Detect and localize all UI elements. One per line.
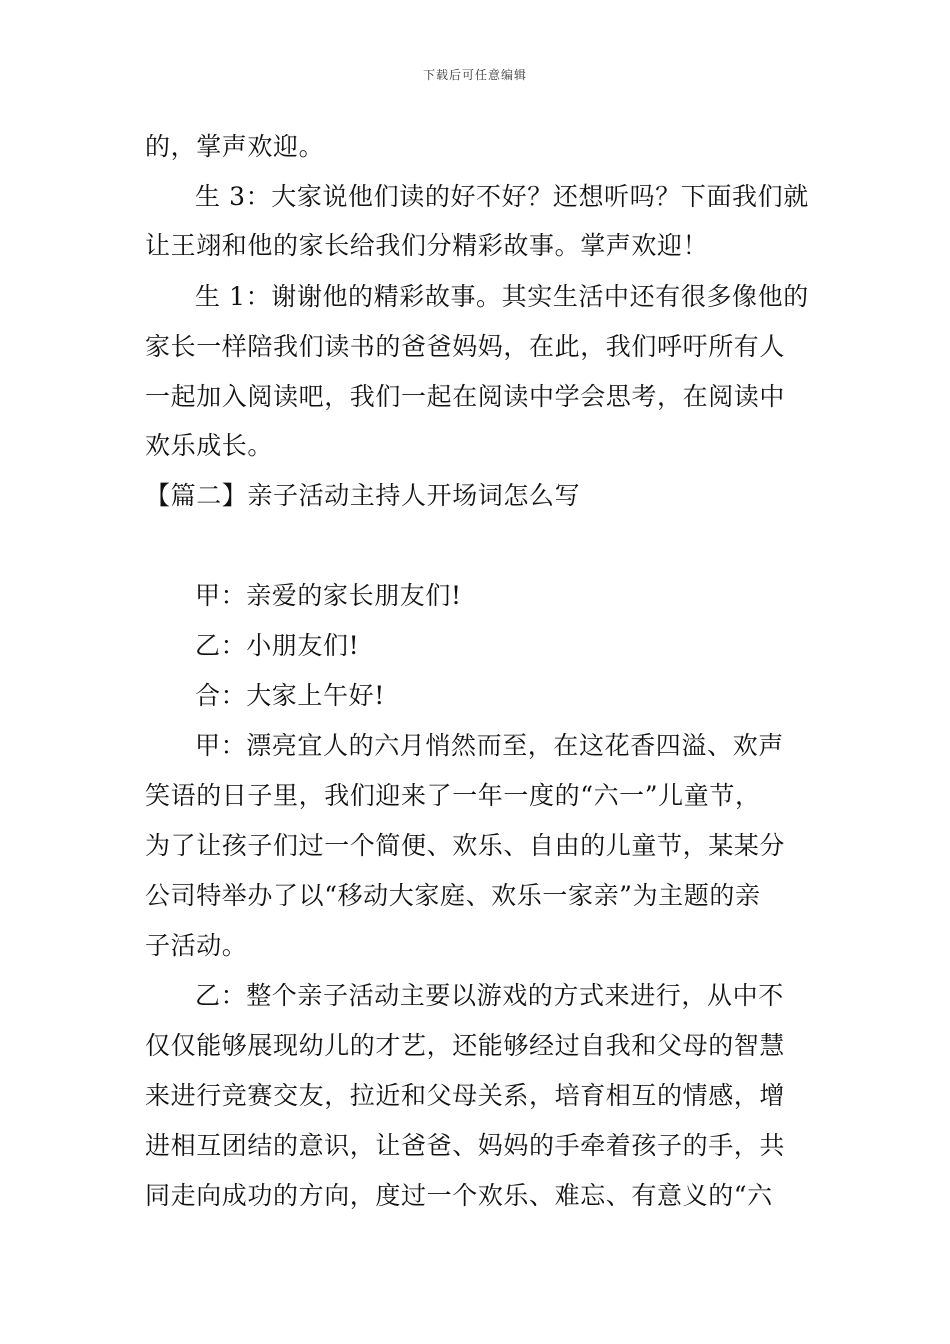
text-line: 公司特举办了以“移动大家庭、欢乐一家亲”为主题的亲 [145,881,761,910]
text-line: 甲：亲爱的家长朋友们! [195,581,462,610]
text-line: 子活动。 [145,931,248,960]
text-line: 生 1：谢谢他的精彩故事。其实生活中还有很多像他的 [195,282,809,311]
text-line: 合：大家上午好! [195,681,385,710]
text-line: 生 3：大家说他们读的好不好？还想听吗？下面我们就 [195,182,809,211]
text-line: 乙：整个亲子活动主要以游戏的方式来进行，从中不 [195,981,784,1010]
text-line: 一起加入阅读吧，我们一起在阅读中学会思考，在阅读中 [145,382,786,411]
text-line: 同走向成功的方向，度过一个欢乐、难忘、有意义的“六 [145,1181,773,1210]
page-header: 下载后可任意编辑 [422,68,527,82]
text-line: 笑语的日子里，我们迎来了一年一度的“六一”儿童节， [145,781,761,810]
text-line: 让王翊和他的家长给我们分精彩故事。掌声欢迎！ [145,231,709,260]
text-line: 的，掌声欢迎。 [145,132,325,161]
text-line: 为了让孩子们过一个简便、欢乐、自由的儿童节，某某分 [145,831,786,860]
text-line: 来进行竞赛交友，拉近和父母关系，培育相互的情感，增 [145,1081,786,1110]
text-line: 家长一样陪我们读书的爸爸妈妈，在此，我们呼吁所有人 [145,332,786,361]
text-line: 欢乐成长。 [145,431,274,460]
text-line: 甲：漂亮宜人的六月悄然而至，在这花香四溢、欢声 [195,731,784,760]
text-line: 仅仅能够展现幼儿的才艺，还能够经过自我和父母的智慧 [145,1031,786,1060]
section-heading: 【篇二】亲子活动主持人开场词怎么写 [145,481,581,510]
text-line: 进相互团结的意识，让爸爸、妈妈的手牵着孩子的手，共 [145,1131,786,1160]
text-line: 乙：小朋友们! [195,631,360,660]
